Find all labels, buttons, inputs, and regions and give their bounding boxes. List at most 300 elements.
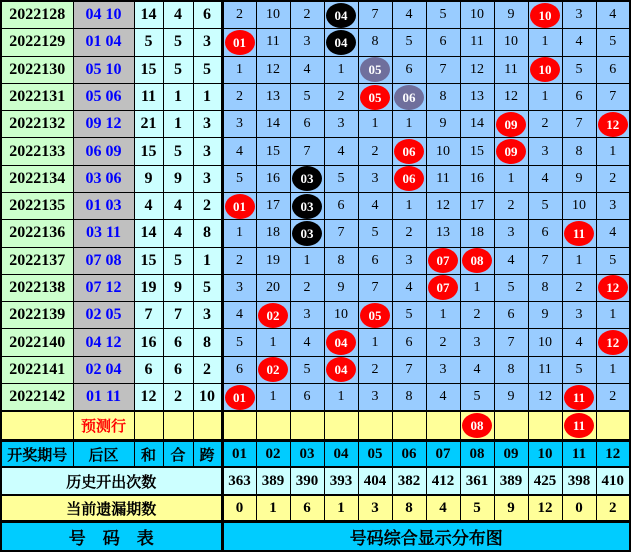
grid-cell-01: 6 <box>222 356 256 383</box>
grid-cell-10: 12 <box>528 383 562 411</box>
he-cell: 9 <box>163 274 193 301</box>
grid-cell-02: 11 <box>256 29 290 56</box>
grid-cell-06: 3 <box>392 247 426 274</box>
prediction-label: 预测行 <box>73 411 134 440</box>
grid-cell-12 <box>596 411 630 440</box>
he-cell: 9 <box>163 165 193 192</box>
grid-cell-12: 1 <box>596 138 630 165</box>
back-numbers-cell: 03 11 <box>73 220 134 247</box>
grid-cell-06: 5 <box>392 29 426 56</box>
grid-cell-10: 7 <box>528 247 562 274</box>
black-ball: 03 <box>292 166 322 191</box>
back-numbers-cell: 02 04 <box>73 356 134 383</box>
grid-cell-11: 3 <box>562 1 596 29</box>
history-row-value-04: 393 <box>324 467 358 494</box>
red-ball: 05 <box>360 303 390 328</box>
sum-cell: 4 <box>134 193 163 220</box>
period-cell: 2022136 <box>1 220 73 247</box>
grid-cell-07: 8 <box>426 83 460 110</box>
grid-cell-04: 2 <box>324 83 358 110</box>
grid-cell-03: 4 <box>290 56 324 83</box>
grid-cell-10: 1 <box>528 29 562 56</box>
grid-cell-07: 11 <box>426 165 460 192</box>
grid-cell-12: 6 <box>596 56 630 83</box>
back-numbers-cell: 01 04 <box>73 29 134 56</box>
he-cell: 1 <box>163 111 193 138</box>
red-ball: 10 <box>530 3 560 28</box>
chart-row-2022129 <box>1 29 630 56</box>
red-ball: 08 <box>462 248 492 273</box>
grid-cell-08: 5 <box>460 383 494 411</box>
history-row-value-06: 382 <box>392 467 426 494</box>
grid-cell-06: 6 <box>392 56 426 83</box>
period-cell: 2022142 <box>1 383 73 411</box>
back-numbers-cell: 01 11 <box>73 383 134 411</box>
grid-cell-05: 2 <box>358 138 392 165</box>
history-row-value-08: 361 <box>460 467 494 494</box>
grid-cell-06: 4 <box>392 1 426 29</box>
grid-cell-09: 7 <box>494 329 528 356</box>
chart-row-2022128 <box>1 1 630 29</box>
grid-cell-03: 5 <box>290 83 324 110</box>
grid-cell-11: 1 <box>562 247 596 274</box>
header-col-03: 03 <box>290 440 324 467</box>
grid-cell-07 <box>426 247 460 274</box>
grid-cell-11: 4 <box>562 29 596 56</box>
grid-cell-04: 3 <box>324 111 358 138</box>
header-span: 跨 <box>193 440 222 467</box>
grid-cell-12: 2 <box>596 165 630 192</box>
grid-cell-10: 9 <box>528 302 562 329</box>
grid-cell-09: 5 <box>494 274 528 301</box>
grid-cell-10: 8 <box>528 274 562 301</box>
chart-row-2022130 <box>1 56 630 83</box>
missing-row-value-11: 0 <box>562 495 596 522</box>
period-cell: 2022140 <box>1 329 73 356</box>
header-col-11: 11 <box>562 440 596 467</box>
red-ball: 07 <box>428 275 458 300</box>
grid-cell-05 <box>358 56 392 83</box>
grid-cell-07: 12 <box>426 193 460 220</box>
grid-cell-11 <box>562 220 596 247</box>
grid-cell-07: 7 <box>426 56 460 83</box>
red-ball: 11 <box>564 413 594 438</box>
grid-cell-11: 9 <box>562 165 596 192</box>
grid-cell-05 <box>358 83 392 110</box>
grid-cell-10: 1 <box>528 83 562 110</box>
grid-cell-08: 18 <box>460 220 494 247</box>
grid-cell-05 <box>358 411 392 440</box>
grid-cell-01 <box>222 411 256 440</box>
back-numbers-cell: 05 10 <box>73 56 134 83</box>
grid-cell-12: 4 <box>596 1 630 29</box>
grid-cell-12: 1 <box>596 302 630 329</box>
header-col-04: 04 <box>324 440 358 467</box>
grid-cell-02: 10 <box>256 1 290 29</box>
missing-row-value-04: 1 <box>324 495 358 522</box>
missing-row-value-06: 8 <box>392 495 426 522</box>
red-ball: 09 <box>496 112 526 137</box>
grid-cell-03 <box>290 220 324 247</box>
header-col-02: 02 <box>256 440 290 467</box>
grid-cell-09 <box>494 138 528 165</box>
grid-cell-02: 1 <box>256 383 290 411</box>
period-cell: 2022138 <box>1 274 73 301</box>
history-row-value-10: 425 <box>528 467 562 494</box>
grid-cell-05: 4 <box>358 193 392 220</box>
grid-cell-02: 18 <box>256 220 290 247</box>
grid-cell-05: 1 <box>358 329 392 356</box>
grid-cell-08 <box>460 247 494 274</box>
back-numbers-cell: 03 06 <box>73 165 134 192</box>
grid-cell-07: 1 <box>426 302 460 329</box>
grid-cell-12 <box>596 111 630 138</box>
period-cell: 2022131 <box>1 83 73 110</box>
grid-cell-05: 3 <box>358 383 392 411</box>
grid-cell-09: 10 <box>494 29 528 56</box>
grid-cell-09: 12 <box>494 83 528 110</box>
chart-row-2022135 <box>1 193 630 220</box>
grid-cell-07 <box>426 411 460 440</box>
grid-cell-02 <box>256 411 290 440</box>
grid-cell-12: 4 <box>596 220 630 247</box>
grid-cell-01: 5 <box>222 165 256 192</box>
grid-cell-10 <box>528 1 562 29</box>
grid-cell-03 <box>290 193 324 220</box>
grid-cell-03: 4 <box>290 329 324 356</box>
grid-cell-06 <box>392 411 426 440</box>
grid-cell-04 <box>324 356 358 383</box>
footer-row <box>1 522 630 551</box>
grid-cell-09: 6 <box>494 302 528 329</box>
span-cell: 2 <box>193 356 222 383</box>
grid-cell-10: 11 <box>528 356 562 383</box>
footer-number-table-label: 号 码 表 <box>1 522 222 551</box>
grid-cell-05: 8 <box>358 29 392 56</box>
grid-cell-11: 5 <box>562 356 596 383</box>
grid-cell-04 <box>324 1 358 29</box>
chart-row-2022139 <box>1 302 630 329</box>
period-cell: 2022133 <box>1 138 73 165</box>
grid-cell-02 <box>256 302 290 329</box>
header-period: 开奖期号 <box>1 440 73 467</box>
he-cell: 5 <box>163 247 193 274</box>
red-ball: 08 <box>462 413 492 438</box>
grid-cell-01: 2 <box>222 83 256 110</box>
sum-cell: 15 <box>134 247 163 274</box>
header-col-12: 12 <box>596 440 630 467</box>
grid-cell-07: 5 <box>426 1 460 29</box>
grid-cell-02: 1 <box>256 329 290 356</box>
sum-cell: 15 <box>134 56 163 83</box>
grid-cell-06: 1 <box>392 193 426 220</box>
grid-cell-04: 1 <box>324 56 358 83</box>
sum-cell: 9 <box>134 165 163 192</box>
grid-cell-06 <box>392 165 426 192</box>
grid-cell-03: 6 <box>290 383 324 411</box>
grid-cell-06: 4 <box>392 274 426 301</box>
grid-cell-04: 1 <box>324 383 358 411</box>
header-col-09: 09 <box>494 440 528 467</box>
grid-cell-01: 5 <box>222 329 256 356</box>
back-numbers-cell: 07 08 <box>73 247 134 274</box>
period-cell: 2022139 <box>1 302 73 329</box>
header-col-05: 05 <box>358 440 392 467</box>
grid-cell-09 <box>494 111 528 138</box>
span-cell: 10 <box>193 383 222 411</box>
chart-row-2022141 <box>1 356 630 383</box>
black-ball: 03 <box>292 221 322 246</box>
grid-cell-02: 17 <box>256 193 290 220</box>
span-cell: 5 <box>193 274 222 301</box>
red-ball: 11 <box>564 221 594 246</box>
grid-cell-10: 4 <box>528 165 562 192</box>
red-ball: 02 <box>258 303 288 328</box>
grid-cell-03: 3 <box>290 29 324 56</box>
grid-cell-05: 6 <box>358 247 392 274</box>
grid-cell-05: 7 <box>358 1 392 29</box>
span-cell: 8 <box>193 329 222 356</box>
red-ball: 09 <box>496 139 526 164</box>
history-row-value-01: 363 <box>222 467 256 494</box>
red-ball: 12 <box>598 330 628 355</box>
header-col-01: 01 <box>222 440 256 467</box>
grid-cell-06: 7 <box>392 356 426 383</box>
grid-cell-08: 12 <box>460 56 494 83</box>
grid-cell-08: 16 <box>460 165 494 192</box>
history-row-label: 历史开出次数 <box>1 467 222 494</box>
grid-cell-02: 16 <box>256 165 290 192</box>
grid-cell-01: 4 <box>222 138 256 165</box>
grid-cell-12: 2 <box>596 383 630 411</box>
span-cell: 1 <box>193 247 222 274</box>
grid-cell-01: 4 <box>222 302 256 329</box>
span-cell: 5 <box>193 56 222 83</box>
back-numbers-cell: 02 05 <box>73 302 134 329</box>
grid-cell-10: 5 <box>528 193 562 220</box>
missing-row <box>1 495 630 522</box>
chart-row-2022137 <box>1 247 630 274</box>
back-numbers-cell: 04 10 <box>73 1 134 29</box>
period-cell: 2022135 <box>1 193 73 220</box>
he-cell: 5 <box>163 56 193 83</box>
he-cell: 4 <box>163 220 193 247</box>
grid-cell-10 <box>528 56 562 83</box>
back-numbers-cell: 04 12 <box>73 329 134 356</box>
header-col-08: 08 <box>460 440 494 467</box>
sum-cell: 11 <box>134 83 163 110</box>
grid-cell-11: 4 <box>562 329 596 356</box>
red-ball: 04 <box>326 357 356 382</box>
grid-cell-08: 17 <box>460 193 494 220</box>
he-cell: 1 <box>163 83 193 110</box>
he-cell: 6 <box>163 329 193 356</box>
grid-cell-04: 9 <box>324 274 358 301</box>
grid-cell-03: 7 <box>290 138 324 165</box>
span-cell: 3 <box>193 165 222 192</box>
grid-cell-03: 6 <box>290 111 324 138</box>
grid-cell-12 <box>596 329 630 356</box>
header-back: 后区 <box>73 440 134 467</box>
period-cell: 2022132 <box>1 111 73 138</box>
grid-cell-11: 6 <box>562 83 596 110</box>
grid-cell-06: 5 <box>392 302 426 329</box>
header-he: 合 <box>163 440 193 467</box>
grid-cell-07: 2 <box>426 329 460 356</box>
grid-cell-06: 2 <box>392 220 426 247</box>
grid-cell-07: 3 <box>426 356 460 383</box>
grid-cell-02: 12 <box>256 56 290 83</box>
missing-row-value-08: 5 <box>460 495 494 522</box>
grid-cell-10: 6 <box>528 220 562 247</box>
grid-cell-08: 13 <box>460 83 494 110</box>
grid-cell-10: 2 <box>528 111 562 138</box>
grid-cell-05: 7 <box>358 274 392 301</box>
chart-row-2022142 <box>1 383 630 411</box>
chart-row-2022131 <box>1 83 630 110</box>
grid-cell-08: 15 <box>460 138 494 165</box>
span-cell: 3 <box>193 138 222 165</box>
red-ball: 02 <box>258 357 288 382</box>
red-ball: 10 <box>530 57 560 82</box>
chart-row-2022136 <box>1 220 630 247</box>
period-cell: 2022134 <box>1 165 73 192</box>
grid-cell-09: 8 <box>494 356 528 383</box>
grid-cell-12: 5 <box>596 29 630 56</box>
history-row-value-11: 398 <box>562 467 596 494</box>
prediction-period-cell <box>1 411 73 440</box>
history-row <box>1 467 630 494</box>
sum-cell: 12 <box>134 383 163 411</box>
grid-cell-03 <box>290 165 324 192</box>
he-cell: 5 <box>163 29 193 56</box>
grid-cell-10 <box>528 411 562 440</box>
red-ball: 12 <box>598 275 628 300</box>
missing-row-value-10: 12 <box>528 495 562 522</box>
grid-cell-02: 20 <box>256 274 290 301</box>
grid-cell-10: 10 <box>528 329 562 356</box>
red-ball: 12 <box>598 112 628 137</box>
grid-cell-10: 3 <box>528 138 562 165</box>
sum-cell: 14 <box>134 1 163 29</box>
history-row-value-12: 410 <box>596 467 630 494</box>
column-header-row <box>1 440 630 467</box>
prediction-he-cell <box>163 411 193 440</box>
span-cell: 6 <box>193 1 222 29</box>
grid-cell-11: 5 <box>562 56 596 83</box>
period-cell: 2022130 <box>1 56 73 83</box>
chart-row-2022133 <box>1 138 630 165</box>
history-row-value-07: 412 <box>426 467 460 494</box>
span-cell: 3 <box>193 302 222 329</box>
grid-cell-12: 5 <box>596 247 630 274</box>
grid-cell-02: 15 <box>256 138 290 165</box>
grid-cell-08: 14 <box>460 111 494 138</box>
span-cell: 8 <box>193 220 222 247</box>
grid-cell-05: 1 <box>358 111 392 138</box>
grid-cell-11 <box>562 383 596 411</box>
grid-cell-07: 6 <box>426 29 460 56</box>
chart-row-2022140 <box>1 329 630 356</box>
grid-cell-11: 8 <box>562 138 596 165</box>
he-cell: 7 <box>163 302 193 329</box>
missing-row-value-02: 1 <box>256 495 290 522</box>
black-ball: 03 <box>292 194 322 219</box>
gray-ball: 05 <box>360 57 390 82</box>
grid-cell-08: 11 <box>460 29 494 56</box>
red-ball: 11 <box>564 385 594 410</box>
header-col-06: 06 <box>392 440 426 467</box>
he-cell: 6 <box>163 356 193 383</box>
header-sum: 和 <box>134 440 163 467</box>
grid-cell-01 <box>222 383 256 411</box>
grid-cell-01: 2 <box>222 247 256 274</box>
period-cell: 2022141 <box>1 356 73 383</box>
grid-cell-04: 5 <box>324 165 358 192</box>
he-cell: 5 <box>163 138 193 165</box>
header-col-07: 07 <box>426 440 460 467</box>
prediction-row <box>1 411 630 440</box>
grid-cell-11: 2 <box>562 274 596 301</box>
grid-cell-09: 1 <box>494 165 528 192</box>
red-ball: 01 <box>225 30 255 55</box>
grid-cell-09: 9 <box>494 1 528 29</box>
missing-row-label: 当前遗漏期数 <box>1 495 222 522</box>
grid-cell-11: 3 <box>562 302 596 329</box>
span-cell: 3 <box>193 29 222 56</box>
grid-cell-07 <box>426 274 460 301</box>
back-numbers-cell: 05 06 <box>73 83 134 110</box>
grid-cell-05: 3 <box>358 165 392 192</box>
grid-cell-01: 2 <box>222 1 256 29</box>
grid-cell-01 <box>222 193 256 220</box>
red-ball: 06 <box>394 139 424 164</box>
grid-cell-01: 3 <box>222 274 256 301</box>
grid-cell-12: 1 <box>596 356 630 383</box>
history-row-value-03: 390 <box>290 467 324 494</box>
back-numbers-cell: 07 12 <box>73 274 134 301</box>
grid-cell-07: 10 <box>426 138 460 165</box>
grid-cell-03: 3 <box>290 302 324 329</box>
missing-row-value-07: 4 <box>426 495 460 522</box>
grid-cell-07: 9 <box>426 111 460 138</box>
grid-cell-06: 8 <box>392 383 426 411</box>
missing-row-value-01: 0 <box>222 495 256 522</box>
back-numbers-cell: 06 09 <box>73 138 134 165</box>
grid-cell-03: 1 <box>290 247 324 274</box>
missing-row-value-12: 2 <box>596 495 630 522</box>
grid-cell-09: 2 <box>494 193 528 220</box>
red-ball: 01 <box>225 385 255 410</box>
sum-cell: 16 <box>134 329 163 356</box>
red-ball: 07 <box>428 248 458 273</box>
span-cell: 1 <box>193 83 222 110</box>
grid-cell-03: 5 <box>290 356 324 383</box>
grid-cell-04: 4 <box>324 138 358 165</box>
grid-cell-06: 1 <box>392 111 426 138</box>
period-cell: 2022128 <box>1 1 73 29</box>
grid-cell-12 <box>596 274 630 301</box>
history-row-value-05: 404 <box>358 467 392 494</box>
chart-row-2022132 <box>1 111 630 138</box>
red-ball: 01 <box>225 194 255 219</box>
chart-row-2022134 <box>1 165 630 192</box>
grid-cell-08: 3 <box>460 329 494 356</box>
he-cell: 2 <box>163 383 193 411</box>
red-ball: 05 <box>360 85 390 110</box>
grid-cell-03 <box>290 411 324 440</box>
grid-cell-02: 13 <box>256 83 290 110</box>
